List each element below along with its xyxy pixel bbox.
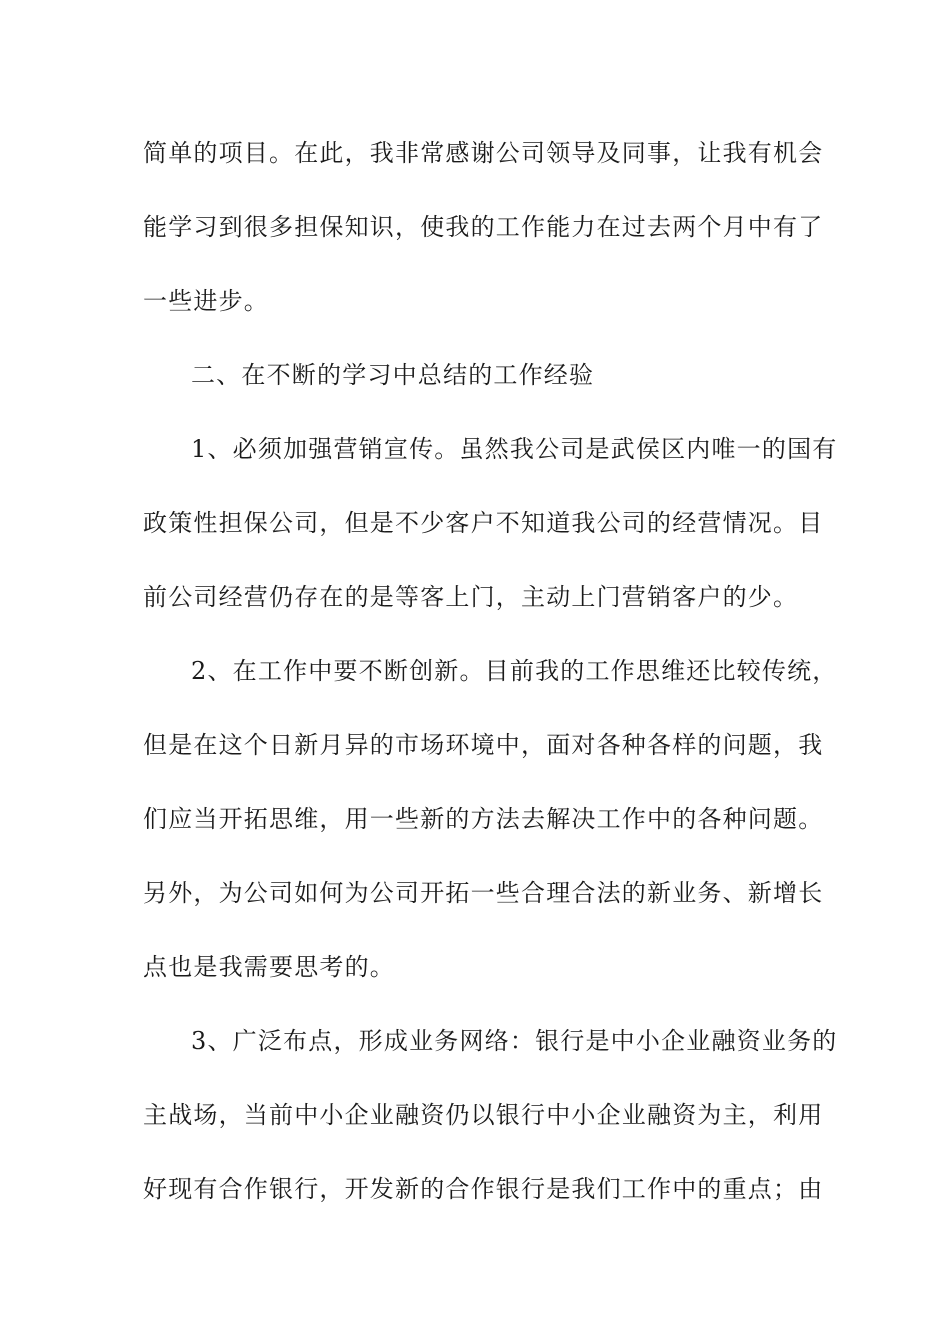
paragraph-line: 1、必须加强营销宣传。虽然我公司是武侯区内唯一的国有 xyxy=(191,435,838,463)
paragraph-line: 3、广泛布点，形成业务网络：银行是中小企业融资业务的 xyxy=(191,1027,838,1055)
paragraph-line: 前公司经营仍存在的是等客上门，主动上门营销客户的少。 xyxy=(143,583,799,611)
document-body xyxy=(143,127,838,1237)
paragraph-line: 2、在工作中要不断创新。目前我的工作思维还比较传统， xyxy=(191,657,838,685)
paragraph-line: 另外，为公司如何为公司开拓一些合理合法的新业务、新增长 xyxy=(143,879,824,907)
paragraph-line: 点也是我需要思考的。 xyxy=(143,953,395,981)
paragraph-line: 但是在这个日新月异的市场环境中，面对各种各样的问题，我 xyxy=(143,731,824,759)
paragraph-line: 主战场，当前中小企业融资仍以银行中小企业融资为主，利用 xyxy=(143,1101,824,1129)
paragraph-line: 简单的项目。在此，我非常感谢公司领导及同事，让我有机会 xyxy=(143,139,824,167)
paragraph-line: 们应当开拓思维，用一些新的方法去解决工作中的各种问题。 xyxy=(143,805,824,833)
paragraph-line: 一些进步。 xyxy=(143,287,269,315)
paragraph-line: 好现有合作银行，开发新的合作银行是我们工作中的重点；由 xyxy=(143,1175,824,1203)
paragraph-line: 能学习到很多担保知识，使我的工作能力在过去两个月中有了 xyxy=(143,213,824,241)
section-heading: 二、在不断的学习中总结的工作经验 xyxy=(191,361,595,389)
paragraph-line: 政策性担保公司，但是不少客户不知道我公司的经营情况。目 xyxy=(143,509,824,537)
